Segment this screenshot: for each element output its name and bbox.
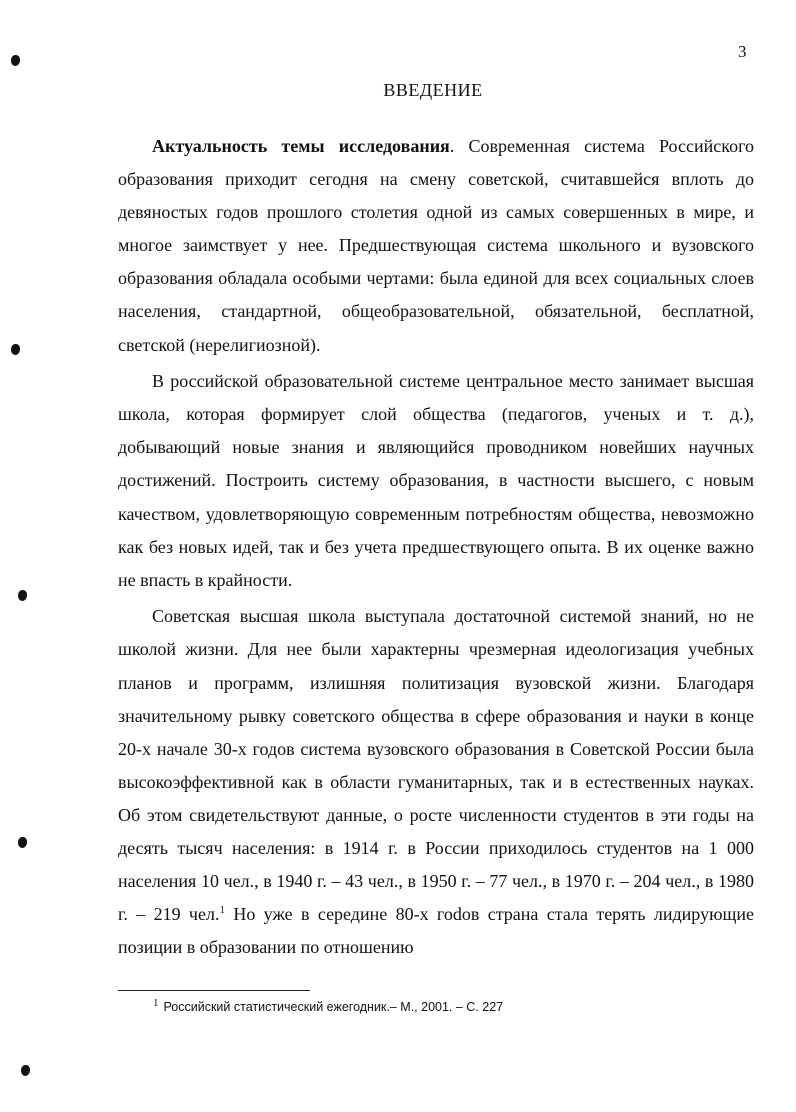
footnote (153, 997, 504, 1014)
footnote-mark: 1 (153, 997, 159, 1009)
paragraph-text: . Современная система Российского образования приходит сегодня на смену советской, считавшейся вплоть до девяностых годов прошлого столетия одной из самых совершенных в мире, и многое заимствует у нее. Предшествующая система школьного и вузовского образования обладала особыми чертами: была единой для всех социальных слоев населения, стандартной, общеобразовательной, обязательной, бесплатной, светской (нерелигиозной). (118, 136, 754, 355)
paragraph-text: Но уже в середине 80-х гоdов страна стала терять лидирующие позиции в образовании по отношению (118, 904, 754, 958)
footnote-text: Российский статистический ежегодник.– М., 2001. – С. 227 (163, 1000, 504, 1014)
paragraph-lead-bold: Актуальность темы исследования (152, 136, 450, 156)
binder-hole-mark (18, 837, 27, 848)
paragraph (118, 365, 754, 597)
footnote-reference: 1 (219, 904, 225, 917)
paragraph (118, 130, 754, 362)
binder-hole-mark (21, 1065, 30, 1076)
binder-hole-mark (11, 344, 20, 355)
page-title: ВВЕДЕНИЕ (383, 80, 483, 100)
paragraph-text: В российской образовательной системе центральное место занимает высшая школа, которая формирует слой общества (педагогов, ученых и т. д.), добывающий новые знания и являющийся проводником новейших научных достижений. Построить систему образования, в частности высшего, с новым качеством, удовлетворяющую современным потребностям общества, невозможно как без новых идей, так и без учета предшествующего опыта. В их оценке важно не впасть в крайности. (118, 371, 754, 590)
footnote-separator (118, 990, 310, 991)
paragraph-text: Советская высшая школа выступала достаточной системой знаний, но не школой жизни. Для нее были характерны чрезмерная идеологизация учебных планов и программ, излишняя политизация вузовской жизни. Благодаря значительному рывку советского общества в сфере образования и науки в конце 20-х начале 30-х годов система вузовского образования в Советской России была высокоэффективной как в области гуманитарных, так и в естественных науках. Об этом свидетельствуют данные, о росте численности студентов в эти годы на десять тысяч населения: в 1914 г. в России приходилось студентов на 1 000 населения 10 чел., в 1940 г. – 43 чел., в 1950 г. – 77 чел., в 1970 г. – 204 чел., в 1980 г. – 219 чел. (118, 606, 754, 925)
paragraph (118, 600, 754, 964)
body-text (118, 130, 754, 964)
page-number: 3 (738, 42, 747, 61)
binder-hole-mark (18, 590, 27, 601)
binder-hole-mark (11, 55, 20, 66)
